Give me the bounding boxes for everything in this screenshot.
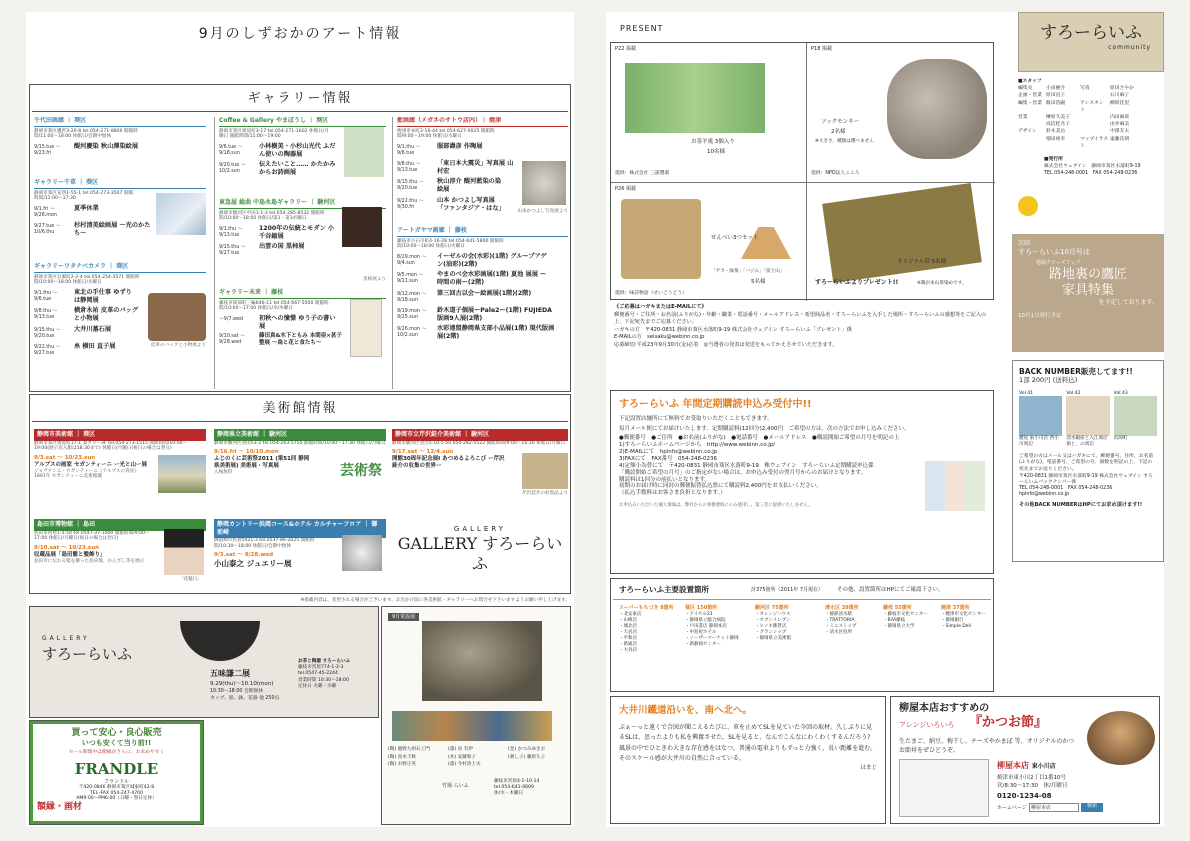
vol42-cover[interactable] [1066,396,1109,436]
gallery-name: 藍画廊（メガネのサトウ店内）｜ 焼津 [397,117,568,127]
left-page [26,12,574,827]
gallery-col-1 [34,117,206,389]
search-input[interactable]: 柳屋本店 [1029,803,1079,812]
search-button[interactable]: 検索 [1081,803,1103,812]
sock-monkey-image [887,59,987,159]
gallery-gayama: アートガヤマ画廊 ｜ 藤枝 藤枝市小石川町4-16-28 tel.054-641-5800 開館時間/10:00〜18:00 休館日/火曜日 8/29.mon 〜9/4.sun イーゼルの会(水彩)(1階) グループアゲン(油彩)(2階) 9/5.mon 〜9/11.sun やまのべ会水彩画展(1階) 夏池 展展 ー時間の雨ー(2階) 9/12.mon 〜9/18.sun 第三回古以会ー絵画展(1階)(2階) 9/19.mon 〜9/25.sun 鈴木道子個展ーPale2ー(1階) FUJIEDA版画9人展(2階) 9/26.mon 〜10/2.sun 水彩連盟静岡県支部小品展(1階) 現代版画展(2階) [397,227,568,341]
art-festival-logo: 芸術祭 [340,463,382,479]
museum-hamaoka: 静岡カントリー浜岡コース&ホテル カルチャーフロア ｜ 御前崎 御前崎市佐倉5421-3 tel.0537-86-2025 開館時間/10:30〜18:00 休館日/会期中無休 9/3.sat 〜 9/28.wed 小山泰之 ジュエリー展 [214,519,386,591]
present-2: P18 掲載 ソックモンキー 2名様 ※大きさ、種類は選べません 提供：NPO法人こころ [807,43,995,183]
gallery-watanabe: ギャラリーワタナベカメラ ｜ 葵区 静岡市葵区呉服町2-2-4 tel.054-254-3571 開館時間/10:00〜18:00 休館日/水曜日 9/1.thu 〜9/6.tue 東北の手仕事 ゆずりは静岡展 9/8.thu 〜9/13.tue 横倉永祐 皮革のバッグと小物展 9/15.thu 〜9/20.tue 大井川墓石展 9/22.thu 〜9/27.tue 糸 横田 直子展 皮革のバッグと小物展より [34,263,206,356]
backnumber: BACK NUMBER販売してます!! 1部 200円 (送料込) Vol.41 鍵屋 東小川店 西小川周辺 Vol.42 清水銀座と入江商店街と、の周辺 Vol.43 浜岡町 ご希望の方はメール又はハガキにて、郵便番号、住所、お名前(ふりがな)、電話番号、ご希望の号、冊数を明記の上、下記の宛先までお送りください。 〒420-0831 静岡市葵区水落町9-19 株式会社ウェブイン すろーらいふバックナンバー係 TEL 054-248-0001 FAX 054-248-0236 hpinfo@webinn.co.jp その他BACK NUMBERはHPにてお求め頂けます!! [1012,360,1164,562]
gallery-name: Coffee & Gallery やまぼうし ｜ 葵区 [219,117,386,127]
right-page [606,12,1164,827]
community-sign: すろーらいふ community [1018,12,1164,72]
magazine-covers [925,461,985,511]
gallery-name: アートガヤマ画廊 ｜ 藤枝 [397,227,568,237]
staff-list: ■スタッフ 編集長 小田慶介 写真 原田さやか 企画・営業 原田直子 石川麻子 編集・営業 飯田浩嗣 アシスタント 柳原佳里 営業 榊原久美子 内田麻貴 浜辺桂吾子 由井麻美 デザイン 鈴木美岳 中澤友太 増田裕幸 マップイラスト 遠藤次朗 ■発行所 株式会社ウェブイン 静岡市葵区水落町9-19 TEL 054-248-0001 FAX 054-248-0236 [1018,78,1164,177]
gallery-name: ギャラリーワタナベカメラ ｜ 葵区 [34,263,206,273]
gallery-name: ギャラリー千草 ｜ 葵区 [34,179,206,189]
present-1: P22 掲載 お茶羊羹 3個入り 10名様 提供：株式会社 三浦製菓 [611,43,807,183]
katsuobushi-bowl-image [1087,711,1155,765]
gallery-section [29,84,571,392]
museum-slowlife: GALLERY GALLERY すろーらいふ [397,525,563,573]
pottery-image [344,127,384,177]
bag-image [148,293,206,341]
ad-pottery-exhibit: 9月常設展 (陶) 鹿野九州石工門 (漆) 角 有伊 (金) かつみゆきお (陶) 真木千秋 (木) 安藤和子 (刺し子) 藤原久子 (陶) 水野正英 (漆) 今村清士夫 竹場 らいふ 藤枝市宮原4-1-10-14 tel.054-641-0609 休/水・木曜日 [381,606,571,825]
museum-title: 美術館情報 [262,401,338,416]
gallery-name: ギャラリー未来 ｜ 藤枝 [219,289,386,299]
painting-image [156,193,206,235]
museum-serizawa: 静岡市立芹沢銈介美術館 ｜ 駿河区 静岡市駿河区登呂5-10-5 tel.054-282-5522 開館時間/9:00〜16:30 休館日/月曜日 9/17.sat 〜 12/4.sun 開館30周年記念展Ⅰ あつめるよろこび ー芹沢銈介の収集の世界ー 芹沢銈介の収集品より [392,431,568,496]
travel-box: 大井川鐵道沿いを、南へ北へ。 ぷぁ〜っと遠くで合図が聞こえるたびに、車を止めてSLを見ていた今回の取材。久しぶりに見るSLは、思ったよりも私を興奮させた。SLを見ると、なんでこんなにわくわくするんだろう? 風景の中でひときわ大きな存在感をはなつ。普通の電車よりもずっと力強く、長い距離を進む。そのスケール感が大井川の自然に合っている。 はまじ [610,696,886,824]
vol43-cover[interactable] [1114,396,1157,436]
webinn-logo [1018,196,1038,216]
distribution-box: すろーらいふ主要設置箇所 計375箇所（2011年 7月現在） その他、設置箇所はHPにてご確認下さい。 スーパーもちづき 8箇所 ・北安東店 ・山崎店 ・城北店 ・大岩店 ・平和店 ・新通店 ・大谷店 葵区 150箇所 ・アイセル21 ・静岡県立総合病院 ・戸田書店 静岡本店 ・中島屋ホテル ・ノーザーマーケット静岡 ・新静岡センター 駿河区 75箇所 ・オレンジハウス ・セブンイレブン ・ヒノキ雑貨店 ・グランシップ ・静岡県立美術館 清水区 39箇所 ・静鉄清水駅 ・TRATTORIA ・ミニストップ ・清水区役所 藤枝 55箇所 ・藤枝市文化センター ・BiVi藤枝 ・静岡県立大学 焼津 37箇所 ・焼津市文化センター ・静岡銀行 ・Simple Deli [610,578,994,692]
ad-gomi-exhibition: GALLERY すろーらいふ 五味謙二展 9.29(thu)〜10.10(mon) 10:30〜18:00 会期無休 カップ、皿、鉢、花器 他 250点 お茶と陶器 すろーらいふ 藤枝市宮原774-1-2-3 tel.0547-45-2244 営業時間 10:30〜18:00 定休日 火曜・水曜 [29,606,379,718]
baskets-image [392,711,552,741]
present-box [610,42,994,300]
yokan-image [625,63,765,133]
gallery-tokyu: 東急屋 総曲 中島永島ギャラリー ｜ 駿河区 静岡市駿河区中田1-1-3 tel.054-285-8532 開館時間/10:00〜18:00 休館日/第1・第3水曜日 9/1.thu 〜9/13.tue 1200年の伝統とモダン 小千谷縮展 9/15.thu 〜9/27.tue 出雲の国 黒柿展 黒柿展より [219,199,386,282]
footnote: ※掲載内容は、変更される場合がございます。お出かけ前に各美術館・ギャラリーへお問合せ下さいますようお願い申し上げます。 [300,598,570,603]
next-issue: 次回 すろーらいふ10月号は 地域クローズアップ 路地裏の鷹匠 家具特集 を予定しております。 10月1日発行予定 [1012,234,1164,352]
gallery-col-3 [392,117,568,389]
teacup-image [422,621,542,701]
map-image [899,759,989,817]
lacquer-box-image [342,207,382,247]
museum-shizuoka-city: 静岡市美術館 ｜ 葵区 静岡市葵区紺屋町17-1 葵タワー3F tel.054-273-1515 開館時間/10:00〜19:00(展示室入館は18:30まで) 休館日/月曜日(祝日の場合は翌日) 9/3.sat 〜 10/23.sun アルプスの画家 セガンティーニ ー光と山ー展 ジョヴァンニ・セガンティーニ《アルプスの真昼》1891年 セガンティーニ美術館蔵 [34,429,206,513]
present-4: オリジナル帯 5名様 すろーらいふよりプレゼント!! ※鶏が本山茶染めです。 [807,183,995,301]
photo-image [522,161,566,205]
museum-shimada: 島田市博物館 ｜ 島田 島田市河原1-5-50 tel.0547-37-1000 開館時間/9:00〜17:00 休館日/月曜日(祝日の場合は翌日) 9/10.sat 〜 10/23.sun 収蔵品展「島田髷と髪飾り」 島田市に伝わる髪を飾った島田髷、かんざし等を展示 「花魁日」 [34,519,206,591]
museum-prefectural: 静岡県立美術館 ｜ 駿河区 静岡市駿河区谷田53-2 tel.054-263-5755 開館時間/10:00〜17:30 休館日/月曜日 9/16.fri 〜 10/10.mon ふじのくに芸術祭2011 (第51回 静岡県美術展) 美術展・写真展 入場無料 芸術祭 [214,431,386,479]
present-title: PRESENT [620,24,664,33]
gallery-ai: 藍画廊（メガネのサトウ店内）｜ 焼津 焼津市本町2-16-44 tel.054-627-0025 開館時間/9:00〜19:00 休館日/水曜日 9/1.thu 〜9/6.tue 服部壽彦 作陶展 9/8.thu 〜9/13.tue 「東日本大震災」写真展 山村宏 9/15.thu 〜9/20.tue 秋山淳介 醍河藍染の染絵展 9/22.thu 〜9/30.fri 山本 かつよし写真展 「ファンタジア・はな」 山本かつよし写真展より [397,117,568,214]
museum-section [29,394,571,594]
present-3: P26 掲載 せんべい3つセット 「ゲラ・緑茶」「バジル」「富士山」 5名様 提供：味詩物語（せいごうどう） [611,183,807,301]
bowl-image [180,621,260,661]
gallery-mirai: ギャラリー未来 ｜ 藤枝 藤枝市岡部町三輪646-11 tel.054-667-5500 開館時間/10:00〜17:00 休館日/水/木曜日 〜9/7.wed 初秋への憧憬 ゆう子の書い展 9/10.sat 〜9/28.wed 藤田真&木下ともみ 本間亜×甚子 整展 〜鳥と花と食たち〜 [219,289,386,347]
collection-image [522,453,568,489]
gallery-name: 千代田画廊 ｜ 葵区 [34,117,206,127]
senbei-image [621,199,701,279]
calligraphy-image [350,299,382,357]
gallery-title: ギャラリー情報 [247,91,353,106]
gallery-col-2 [214,117,386,389]
page-title: 9月のしずおかのアート情報 [198,26,402,42]
shop-info: お茶と陶器 すろーらいふ 藤枝市宮原774-1-2-3 tel.0547-45-2244 営業時間 10:30〜18:00 定休日 火曜・水曜 [298,659,351,689]
jewelry-image [342,535,382,571]
gallery-yamaboushi: Coffee & Gallery やまぼうし ｜ 葵区 静岡市葵区紺屋町3-17 tel.054-271-1602 休館日/月曜日 開館時間/11:00〜19:00 9/6.tue 〜9/18.sun 小林樹美・小杉山光代 ふだん使いの陶器展 9/20.tue 〜10/2.sun 伝えたいこと…… かたかみからお詩画展 [219,117,386,199]
katsuobushi-ad: 柳屋本店おすすめの アレンジいろいろ 『かつお節』 生たまご、納豆、梅干し、チーズやかまぼ 等、オリジナルのかつお節丼をぜひどうぞ。 柳屋本店 東小川店 焼津市東小川2丁目1番10号 営/8:30〜17:30 休/月曜日 0120-1234-08 ホームページ 柳屋本店 検索 [890,696,1160,824]
artists-list: (陶) 鹿野九州石工門 (漆) 角 有伊 (金) かつみゆきお (陶) 真木千秋 (木) 安藤和子 (刺し子) 藤原久子 (陶) 水野正英 (漆) 今村清士夫 [388,747,546,768]
gallery-chigusa: ギャラリー千草 ｜ 葵区 静岡市葵区安西1-55-1 tel.054-273-3507 開館時間/11:00〜17:30 9/1.fri 〜9/26.mon 夏季休業 9/27.tue 〜10/6.thu 杉村清美絵画展 〜光のかたち〜 [34,179,206,263]
apply-info: 《ご応募はハガキまたはE-MAILにて》 郵便番号・ご住所・お名前(ふりがな)・年齢・職業・電話番号・メールアドレス・希望商品名・すろーらいふを入手した場所・すろーらいふの感想等をご記入の上、下記宛先までご応募ください。 ハガキの方 〒420-0831 静岡市葵区水落町9-19 株式会社ウェブイン すろーらいふ「プレゼント」係 E-MAILの方 seisaku@webinn.co.jp 応募締切:平成23年9月30日(金)必着 ◎当選者の発表は発送をもってかえさせていただきます。 [614,304,987,348]
subscription-box: すろーらいふ 年間定期購読申込み受付中!! 下記設置店舗所にて無料でお受取りいただくこともできます。 毎月メール便にてお届けいたします。定期購読料(12回分)2,400円 ご希望の方は、次の方法でお申し込みください。 ●郵便番号 ●ご住所 ●お名前(ふりがな) ●電話番号 ●メールアドレス ●購読開始ご希望の月号を明記の上 1)すろーらいふホームページから http://www.webinn.co.jp/ 2)E-MAILにて hpinfo@webinn.co.jp 3)FAXにて FAX番号 054-248-0236 4)定額小為替にて 〒420-0831 静岡市葵区水落町9-19 株ウェブイン すろーらいふ定期購読申込係 「購読開始ご希望の月号」のご指定がない場合は、お申込み受付の翌月号からのお届けとなります。 購読料は1回分の前払いとなります。 初期のお届け時に同封の郵便振替払込票にて購読料2,400円をお支払いください。 （払込手数料はお客さま負担となります。） お申込みいただいた個人情報は、弊社からの事務連絡にのみ使用し、第三者に提供いたしません。 [610,390,994,574]
gallery-chiyoda: 千代田画廊 ｜ 葵区 静岡市葵区鷹匠3-20-8 tel.054-271-8800 開館時間/11:00〜18:00 休館日/会期中無休 9/15.tue 〜9/23.fri 醍河慶染 秋山澤染絵展 [34,117,206,179]
gallery-name: 東急屋 総曲 中島永島ギャラリー ｜ 駿河区 [219,199,386,209]
hairstyle-image [164,529,204,575]
alps-painting [158,455,206,493]
obi-image [822,183,982,283]
ad-frandle: 買って安心・良心販売 いつも安くて当り前!! セール期間中は額縁がさらに、お求めやすく FRANDLE フランドル 〒420-0846 静岡市葵区城東町42-8 TEL･FAX 054-247-4700 AM9:00〜PM6:00（日曜・祭日定休） 額縁・画材 [29,720,204,825]
subscription-title: すろーらいふ 年間定期購読申込み受付中!! [619,399,812,410]
vol41-cover[interactable] [1019,396,1062,436]
